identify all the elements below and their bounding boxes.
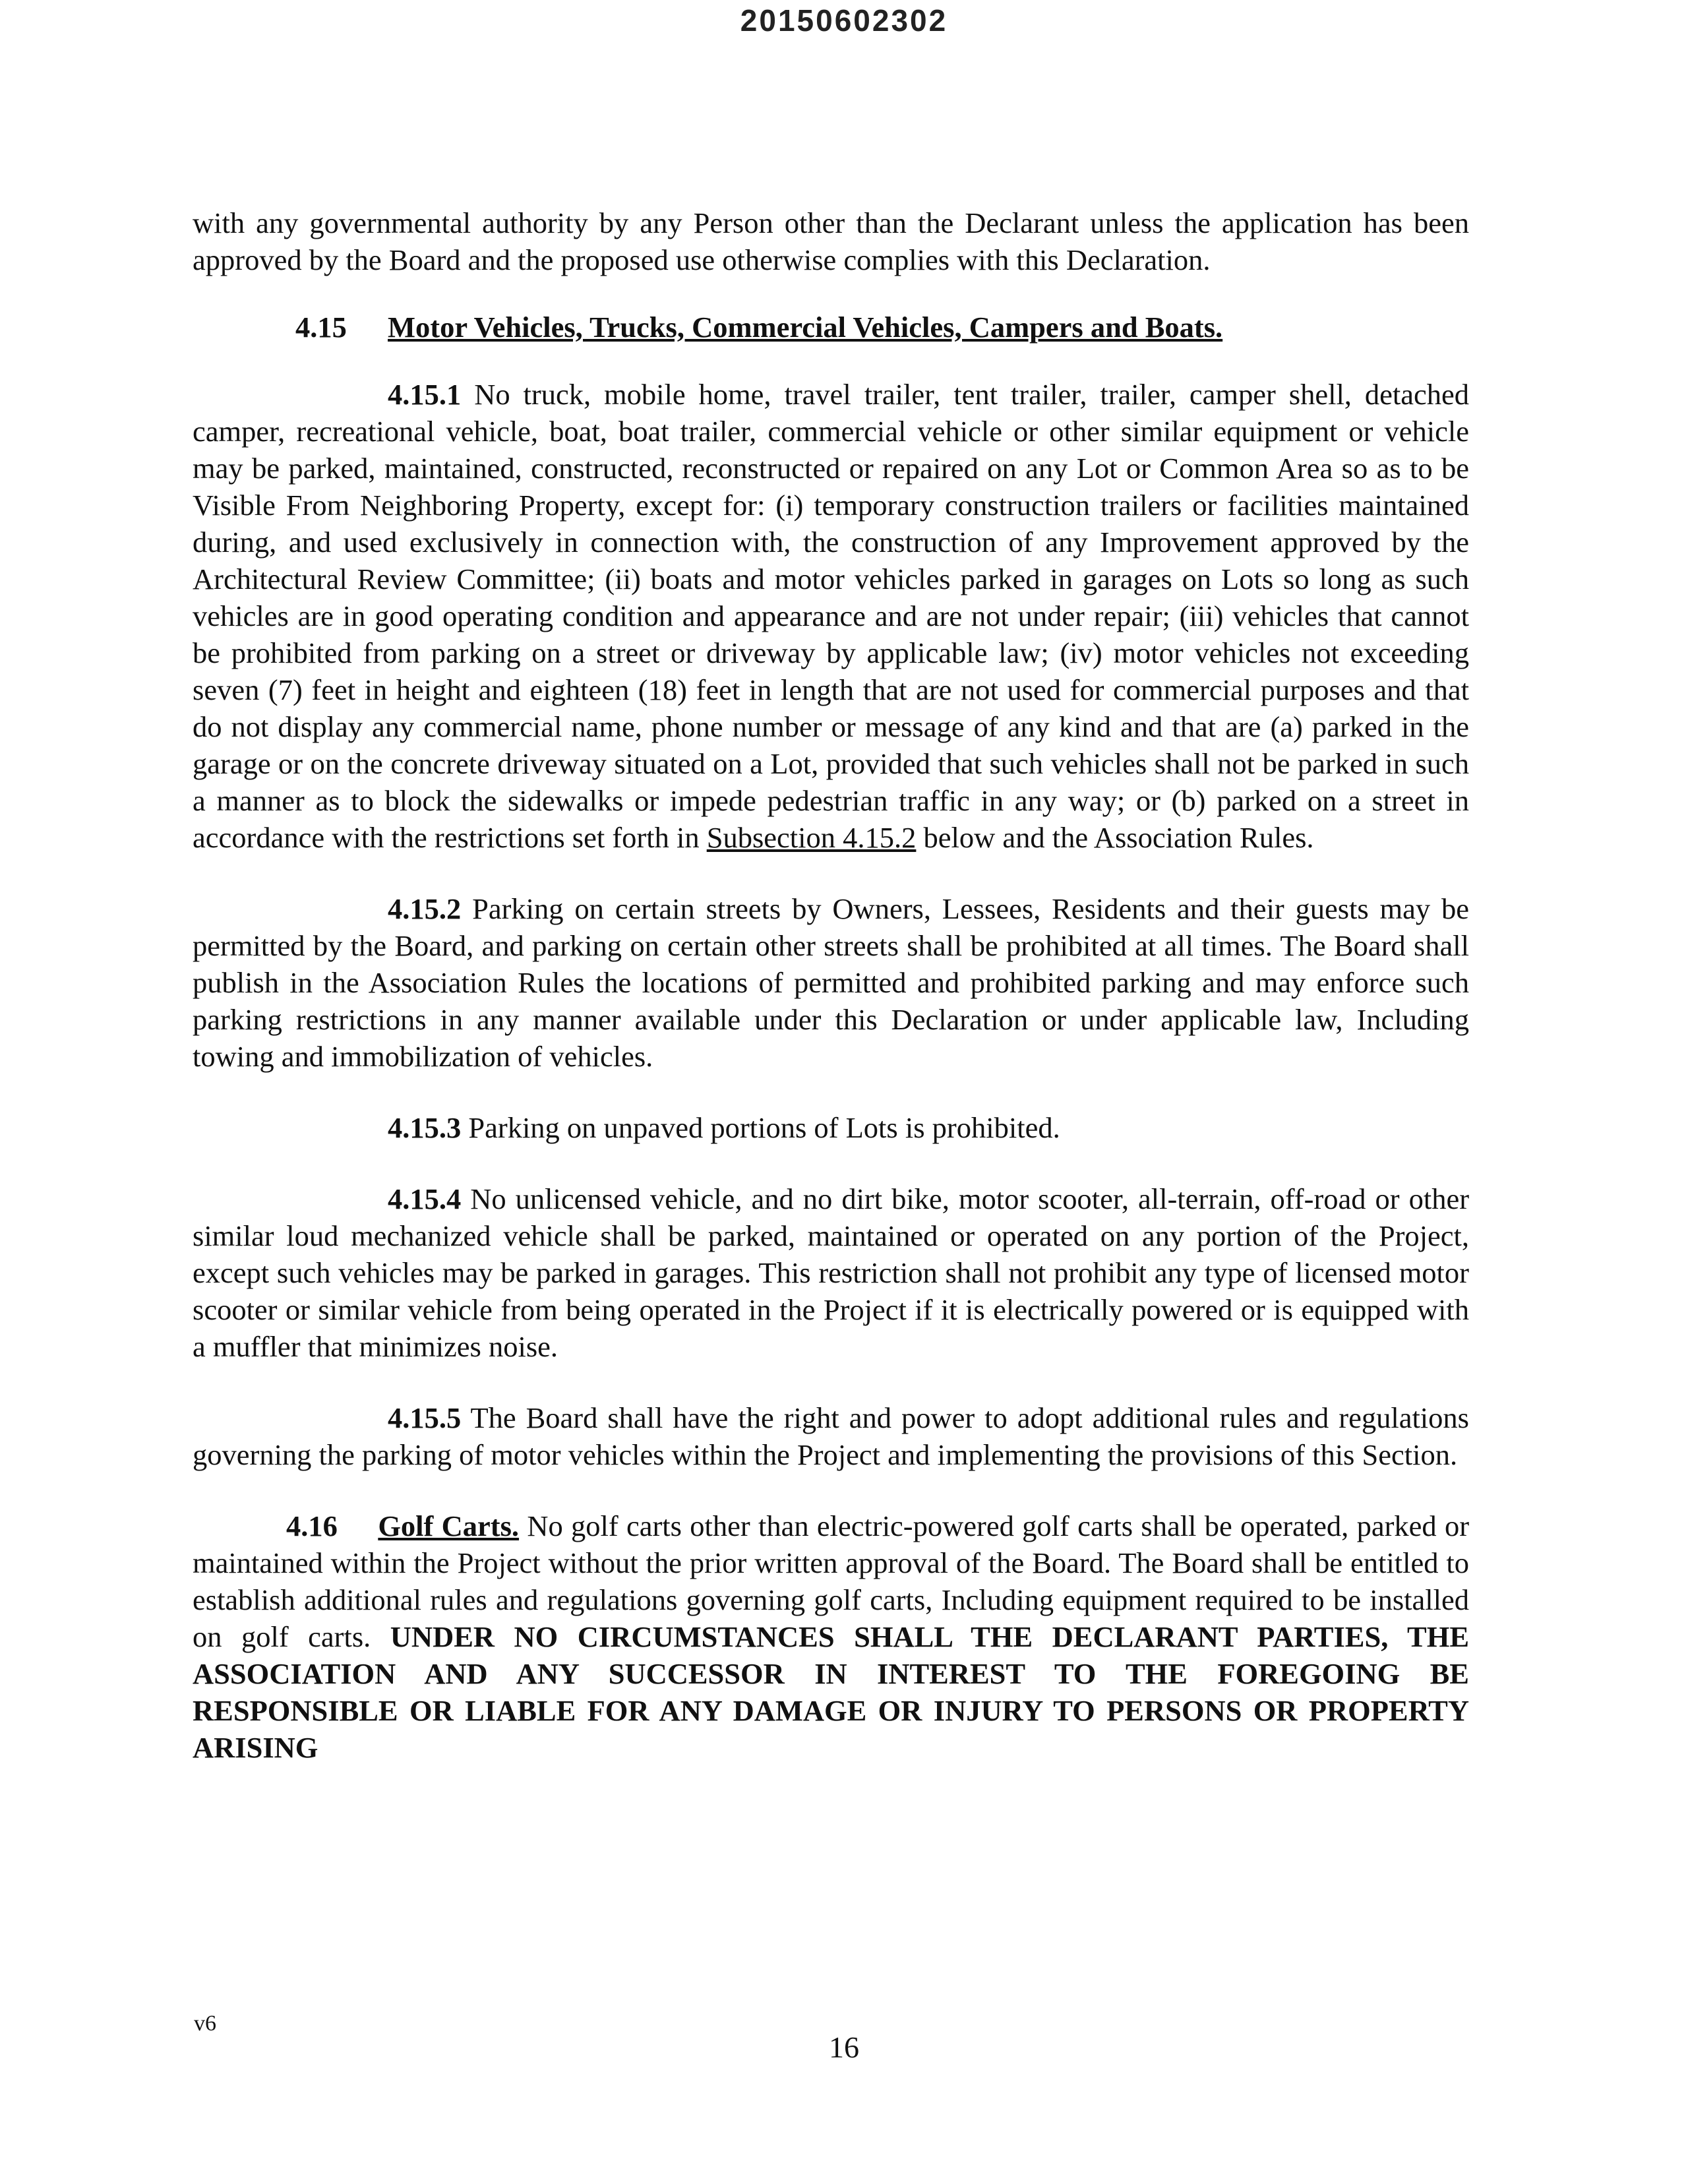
subsection-text: No unlicensed vehicle, and no dirt bike, motor scooter, all-terrain, off-road or other similar loud mechanized vehicle shall be parked, maintained or operated on any portion of the Project, except such vehicles may be parked in garages. This restriction shall not prohibit any type of licensed motor scooter or similar vehicle from being operated in the Project if it is electrically powered or is equipped with a muffler that minimizes noise. (193, 1182, 1470, 1363)
section-text: No golf carts other than electric-powered golf carts shall be operated, parked or maintained within the Project without the prior written approval of the Board. The Board shall be entitled to establish additional rules and regulations governing golf carts, Including equipment required to be installed on golf carts. (193, 1509, 1470, 1653)
subsection-text: No truck, mobile home, travel trailer, tent trailer, trailer, camper shell, detached camper, recreational vehicle, boat, boat trailer, commercial vehicle or other similar equipment or vehicle may be parked, maintained, constructed, reconstructed or repaired on any Lot or Common Area so as to be Visible From Neighboring Property, except for: (i) temporary construction trailers or facilities maintained during, and used exclusively in connection with, the construction of any Improvement approved by the Architectural Review Committee; (ii) boats and motor vehicles parked in garages on Lots so long as such vehicles are in good operating condition and appearance and are not under repair; (iii) vehicles that cannot be prohibited from parking on a street or driveway by applicable law; (iv) motor vehicles not exceeding seven (7) feet in height and eighteen (18) feet in length that are not used for commercial purposes and that do not display any commercial name, phone number or message of any kind and that are (a) parked in the garage or on the concrete driveway situated on a Lot, provided that such vehicles shall not be parked in such a manner as to block the sidewalks or impede pedestrian traffic in any way; or (b) parked on a street in accordance with the restrictions set forth in (193, 378, 1469, 854)
section-4-15-heading (193, 309, 1469, 346)
subsection-text: Parking on certain streets by Owners, Lessees, Residents and their guests may be permitted by the Board, and parking on certain other streets shall be prohibited at all times. The Board shall publish in the Association Rules the locations of permitted and prohibited parking and may enforce such parking restrictions in any manner available under this Declaration or under applicable law, Including towing and immobilization of vehicles. (193, 892, 1469, 1073)
subsection-4-15-4 (193, 1180, 1469, 1365)
subsection-number: 4.15.4 (388, 1182, 462, 1215)
section-caps-text: UNDER NO CIRCUMSTANCES SHALL THE DECLARANT PARTIES, THE ASSOCIATION AND ANY SUCCESSOR IN INTEREST TO THE FOREGOING BE RESPONSIBLE OR LIABLE FOR ANY DAMAGE OR INJURY TO PERSONS OR PROPERTY ARISING (193, 1620, 1470, 1764)
subsection-text-after: below and the Association Rules. (923, 821, 1314, 854)
subsection-4-15-1 (193, 376, 1469, 856)
subsection-number: 4.15.3 (388, 1111, 462, 1144)
section-number: 4.16 (286, 1509, 338, 1542)
subsection-4-15-3 (193, 1109, 1469, 1146)
section-4-16 (193, 1507, 1469, 1766)
subsection-number: 4.15.2 (388, 892, 462, 925)
document-number: 20150602302 (740, 3, 948, 38)
subsection-4-15-5 (193, 1399, 1469, 1473)
subsection-text: Parking on unpaved portions of Lots is prohibited. (468, 1111, 1060, 1144)
section-title: Motor Vehicles, Trucks, Commercial Vehicles, Campers and Boats. (388, 311, 1223, 344)
section-title: Golf Carts. (378, 1509, 520, 1542)
subsection-4-15-2 (193, 890, 1469, 1075)
subsection-number: 4.15.1 (388, 378, 462, 411)
version-label: v6 (194, 2011, 216, 2036)
subsection-number: 4.15.5 (388, 1401, 462, 1434)
document-body (193, 204, 1469, 1766)
continued-paragraph: with any governmental authority by any Person other than the Declarant unless the application has been approved by the Board and the proposed use otherwise complies with this Declaration. (193, 206, 1469, 276)
subsection-text: The Board shall have the right and power to adopt additional rules and regulations governing the parking of motor vehicles within the Project and implementing the provisions of this Section. (193, 1401, 1469, 1471)
section-number: 4.15 (295, 311, 347, 344)
page-number: 16 (829, 2030, 859, 2064)
subsection-reference: Subsection 4.15.2 (706, 821, 917, 854)
